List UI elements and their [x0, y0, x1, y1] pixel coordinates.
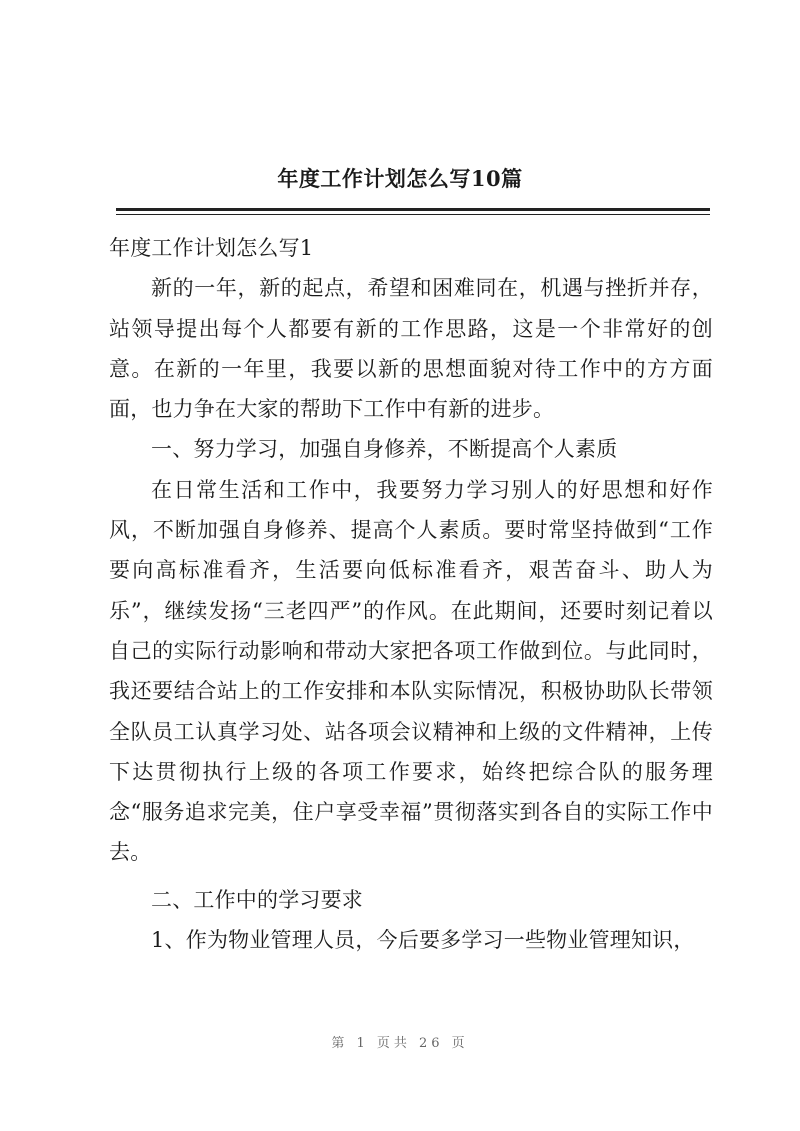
paragraph-property-management: 1、作为物业管理人员，今后要多学习一些物业管理知识， — [151, 928, 695, 953]
paragraph-study: 在日常生活和工作中，我要努力学习别人的好思想和好作风，不断加强自身修养、提高个人素质。要时常坚持做到“工作要向高标准看齐，生活要向低标准看齐，艰苦奋斗、助人为乐”，继续发扬“三老四严”的作风。在此期间，还要时刻记着以自己的实际行动影响和带动大家把各项工作做到位。与此同时，我还要结合站上的工作安排和本队实际情况，积极协助队长带领全队员工认真学习处、站各项会议精神和上级的文件精神，上传下达贯彻执行上级的各项工作要求，始终把综合队的服务理念“服务追求完美，住户享受幸福”贯彻落实到各自的实际工作中去。 — [109, 477, 713, 865]
page-number-footer: 第 1 页共 26 页 — [331, 1036, 469, 1051]
subheading-work-study: 二、工作中的学习要求 — [151, 887, 363, 912]
document-body — [109, 228, 713, 960]
document-title: 年度工作计划怎么写10篇 — [277, 166, 523, 191]
subheading-study: 一、努力学习，加强自身修养，不断提高个人素质 — [151, 437, 618, 462]
title-underline-thick — [116, 208, 710, 211]
section-heading: 年度工作计划怎么写1 — [109, 236, 314, 260]
paragraph-intro: 新的一年，新的起点，希望和困难同在，机遇与挫折并存，站领导提出每个人都要有新的工作思路，这是一个非常好的创意。在新的一年里，我要以新的思想面貌对待工作中的方方面面，也力争在大家的帮助下工作中有新的进步。 — [109, 276, 713, 422]
title-underline-thin — [116, 214, 710, 215]
